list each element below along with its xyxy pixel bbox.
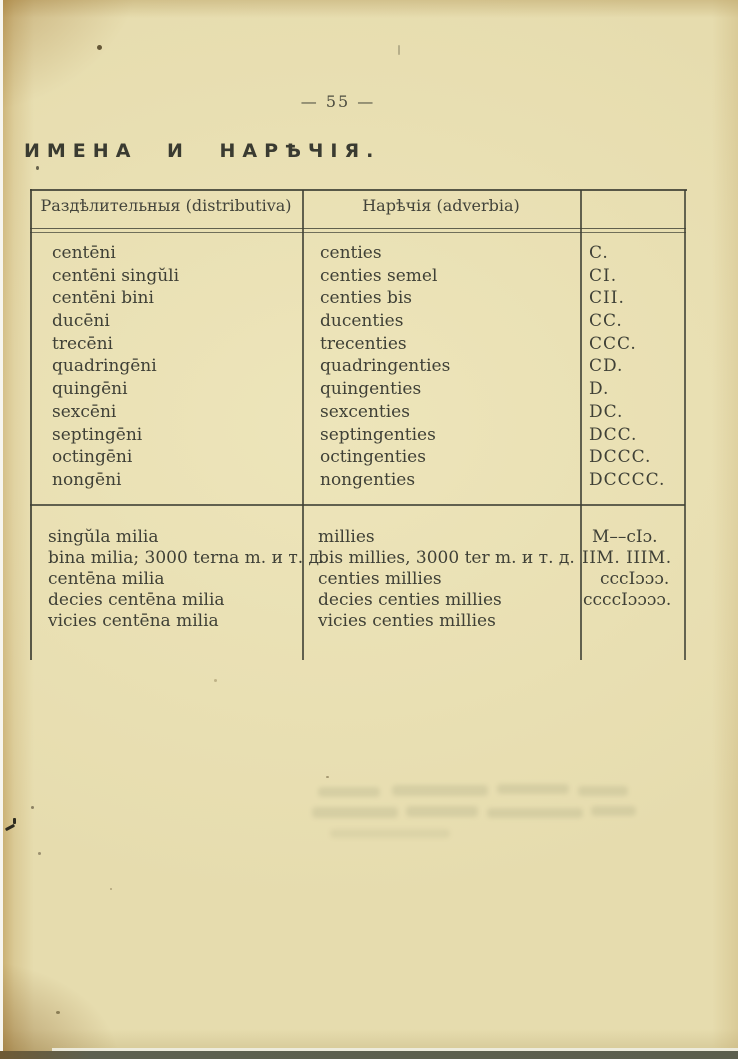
table-cell-adverbia: sexcenties (320, 401, 410, 422)
table-cell-numeral: CI. (589, 265, 618, 286)
table-cell-distributiva: vicies centēna milia (48, 611, 219, 631)
table-cell-numeral: CC. (589, 311, 623, 332)
page-title: ИМЕНА И НАРѢЧІЯ. (24, 140, 381, 162)
ink-speck (97, 45, 102, 50)
ink-mark (5, 824, 15, 831)
table-cell-distributiva: quadringēni (52, 356, 157, 377)
table-block-divider (30, 504, 685, 506)
table-cell-numeral: DCC. (589, 424, 638, 445)
table-header-double-rule (30, 228, 686, 233)
table-cell-numeral: DCCCC. (589, 469, 666, 490)
table-cell-adverbia: nongenties (320, 469, 416, 490)
table-cell-numeral: DCCC. (589, 447, 652, 468)
ink-speck (326, 776, 329, 778)
ink-speck (56, 1011, 60, 1014)
ink-speck (214, 679, 217, 682)
table-cell-distributiva: sexcēni (52, 401, 117, 422)
column-numerals-block2 (582, 527, 684, 632)
ink-mark (13, 818, 16, 824)
table-cell-adverbia: quingenties (320, 379, 422, 400)
table-cell-numeral: cccIɔɔɔ. (600, 569, 670, 589)
table-cell-distributiva: trecēni (52, 333, 113, 354)
table-cell-numeral: CCC. (589, 333, 637, 354)
column-header-distributiva: Раздѣлительныя (distributiva) (40, 196, 292, 215)
table-cell-distributiva: nongēni (52, 469, 122, 490)
table-cell-distributiva: septingēni (52, 424, 143, 445)
table-cell-adverbia: decies centies millies (318, 590, 502, 610)
table-border-left (30, 189, 32, 660)
ink-speck (38, 852, 41, 855)
ink-speck (398, 45, 400, 55)
table-cell-adverbia: centies bis (320, 288, 413, 309)
table-cell-numeral: D. (589, 379, 610, 400)
table-cell-adverbia: vicies centies millies (318, 611, 496, 631)
ghost-text-blob (392, 785, 488, 796)
table-cell-numeral (582, 611, 684, 632)
table-cell-adverbia: bis millies, 3000 ter m. и т. д. (318, 548, 575, 568)
table-cell-adverbia: centies semel (320, 265, 438, 286)
ghost-text-blob (406, 806, 478, 817)
table-cell-distributiva: centēni bini (52, 288, 154, 309)
table-cell-numeral: DC. (589, 401, 624, 422)
table-cell-numeral: CD. (589, 356, 624, 377)
ghost-text-blob (578, 786, 628, 796)
table-cell-distributiva: centēni singŭli (52, 265, 180, 286)
table-cell-distributiva: centēna milia (48, 569, 165, 589)
table-cell-distributiva: centēni (52, 243, 116, 263)
table-cell-distributiva: bina milia; 3000 terna m. и т. д. (48, 548, 325, 568)
column-numerals-block1 (589, 242, 665, 492)
ghost-text-blob (318, 787, 380, 797)
scan-left-edge (0, 0, 3, 1059)
table-cell-numeral: M––cIɔ. (592, 527, 658, 547)
ghost-text-blob (312, 807, 398, 818)
table-cell-adverbia: quadringenties (320, 356, 451, 377)
table-cell-adverbia: septingenties (320, 424, 436, 445)
ink-speck (36, 166, 39, 170)
ghost-text-blob (330, 829, 450, 838)
table-border-top (30, 189, 687, 191)
column-adverbia-block2 (318, 527, 575, 632)
ghost-text-blob (591, 806, 636, 816)
table-cell-adverbia: octingenties (320, 447, 426, 468)
column-header-adverbia: Нарѣчія (adverbia) (362, 196, 520, 215)
ghost-text-blob (487, 808, 583, 818)
table-cell-numeral: ccccIɔɔɔɔ. (583, 590, 672, 610)
table-cell-numeral: IIM. IIIM. (582, 548, 672, 568)
table-border-right (684, 190, 686, 660)
column-distributiva-block2 (48, 527, 324, 632)
table-cell-distributiva: decies centēna milia (48, 590, 225, 610)
ink-speck (110, 888, 112, 890)
scan-bottom-edge (0, 1051, 738, 1059)
table-cell-distributiva: quingēni (52, 379, 128, 400)
table-cell-adverbia: millies (318, 527, 375, 547)
table-cell-distributiva: octingēni (52, 447, 133, 468)
table-cell-numeral: C. (589, 243, 609, 263)
table-cell-adverbia: trecenties (320, 333, 407, 354)
table-cell-distributiva: singŭla milia (48, 527, 159, 547)
page-number: — 55 — (300, 92, 376, 111)
table-cell-distributiva: ducēni (52, 311, 110, 332)
table-cell-numeral: CII. (589, 288, 625, 309)
table-cell-adverbia: centies millies (318, 569, 442, 589)
ghost-text-blob (497, 784, 569, 794)
table-cell-adverbia: centies (320, 243, 382, 263)
column-distributiva-block1 (52, 242, 179, 492)
table-cell-adverbia: ducenties (320, 311, 404, 332)
column-adverbia-block1 (320, 242, 450, 492)
ink-speck (31, 806, 34, 809)
